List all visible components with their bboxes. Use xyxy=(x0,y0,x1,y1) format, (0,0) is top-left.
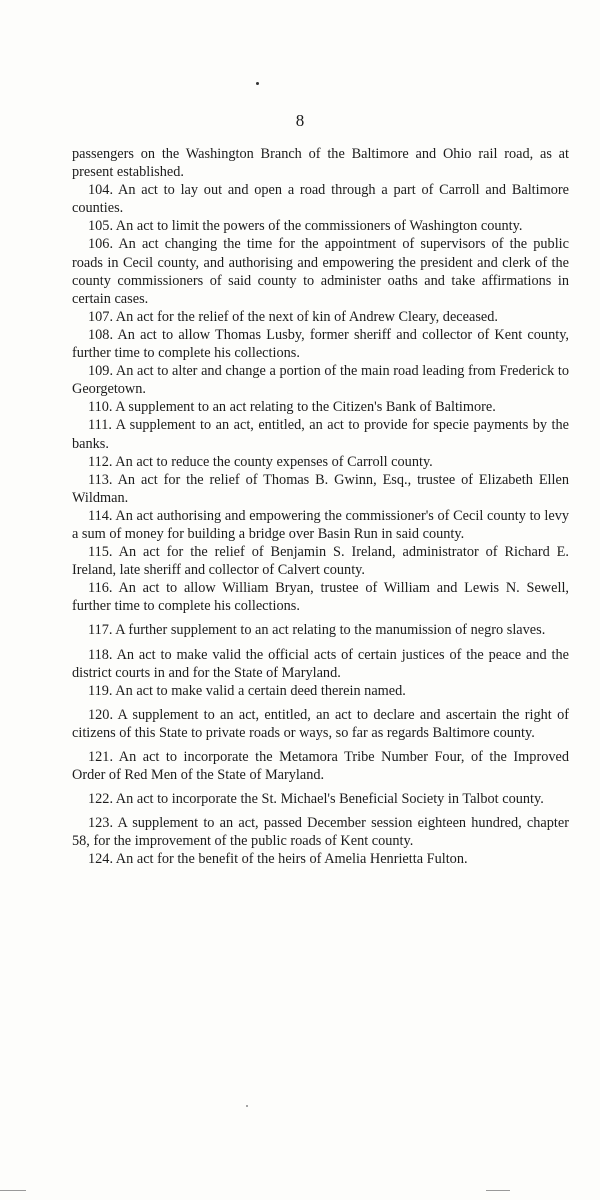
ink-speck xyxy=(256,82,259,85)
entry-108: 108. An act to allow Thomas Lusby, former sheriff and collector of Kent county, further time to complete his collections. xyxy=(72,326,569,362)
entry-107: 107. An act for the relief of the next of kin of Andrew Cleary, deceased. xyxy=(88,308,498,325)
entry-109: 109. An act to alter and change a portion of the main road leading from Frederick to Georgetown. xyxy=(72,363,569,398)
page-number: 8 xyxy=(295,111,305,130)
scan-edge-mark xyxy=(0,1190,26,1191)
ink-speck xyxy=(246,1105,248,1107)
entry-123: 123. A supplement to an act, passed December session eighteen hundred, chapter 58, for the improvement of the public roads of Kent county. xyxy=(72,815,569,850)
entry-118: 118. An act to make valid the official acts of certain justices of the peace and the district courts in and for the State of Maryland. xyxy=(72,646,569,681)
entry-116: 116. An act to allow William Bryan, trustee of William and Lewis N. Sewell, further time to complete his collections. xyxy=(72,580,569,615)
entry-117: 117. A further supplement to an act relating to the manumission of negro slaves. xyxy=(88,622,546,639)
entry-122: 122. An act to incorporate the St. Michael's Beneficial Society in Talbot county. xyxy=(88,791,544,808)
entry-120: 120. A supplement to an act, entitled, an act to declare and ascertain the right of citizens of this State to private roads or ways, so far as regards Baltimore county. xyxy=(72,706,569,741)
entry-115: 115. An act for the relief of Benjamin S. Ireland, administrator of Richard E. Ireland, late sheriff and collector of Calvert county. xyxy=(72,544,569,579)
page-body xyxy=(72,145,569,869)
entry-104: 104. An act to lay out and open a road through a part of Carroll and Baltimore counties. xyxy=(72,182,569,217)
entry-114: 114. An act authorising and empowering the commissioner's of Cecil county to levy a sum of money for building a bridge over Basin Run in said county. xyxy=(72,507,569,542)
entry-124: 124. An act for the benefit of the heirs of Amelia Henrietta Fulton. xyxy=(88,851,468,868)
entry-106: 106. An act changing the time for the appointment of supervisors of the public roads in Cecil county, and authorising and empowering the president and clerk of the county commissioners of said county to administer oaths and take affirmations in certain cases. xyxy=(72,236,569,307)
entry-continuation: passengers on the Washington Branch of the Baltimore and Ohio rail road, as at present established. xyxy=(72,146,569,181)
entry-121: 121. An act to incorporate the Metamora Tribe Number Four, of the Improved Order of Red Men of the State of Maryland. xyxy=(72,749,569,784)
entry-112: 112. An act to reduce the county expenses of Carroll county. xyxy=(88,453,433,470)
scan-edge-mark xyxy=(486,1190,510,1191)
entry-113: 113. An act for the relief of Thomas B. Gwinn, Esq., trustee of Elizabeth Ellen Wildman. xyxy=(72,471,569,506)
entry-110: 110. A supplement to an act relating to the Citizen's Bank of Baltimore. xyxy=(88,399,496,416)
entry-119: 119. An act to make valid a certain deed therein named. xyxy=(88,682,406,699)
entry-105: 105. An act to limit the powers of the commissioners of Washington county. xyxy=(88,218,523,235)
entry-111: 111. A supplement to an act, entitled, an act to provide for specie payments by the banks. xyxy=(72,417,569,452)
